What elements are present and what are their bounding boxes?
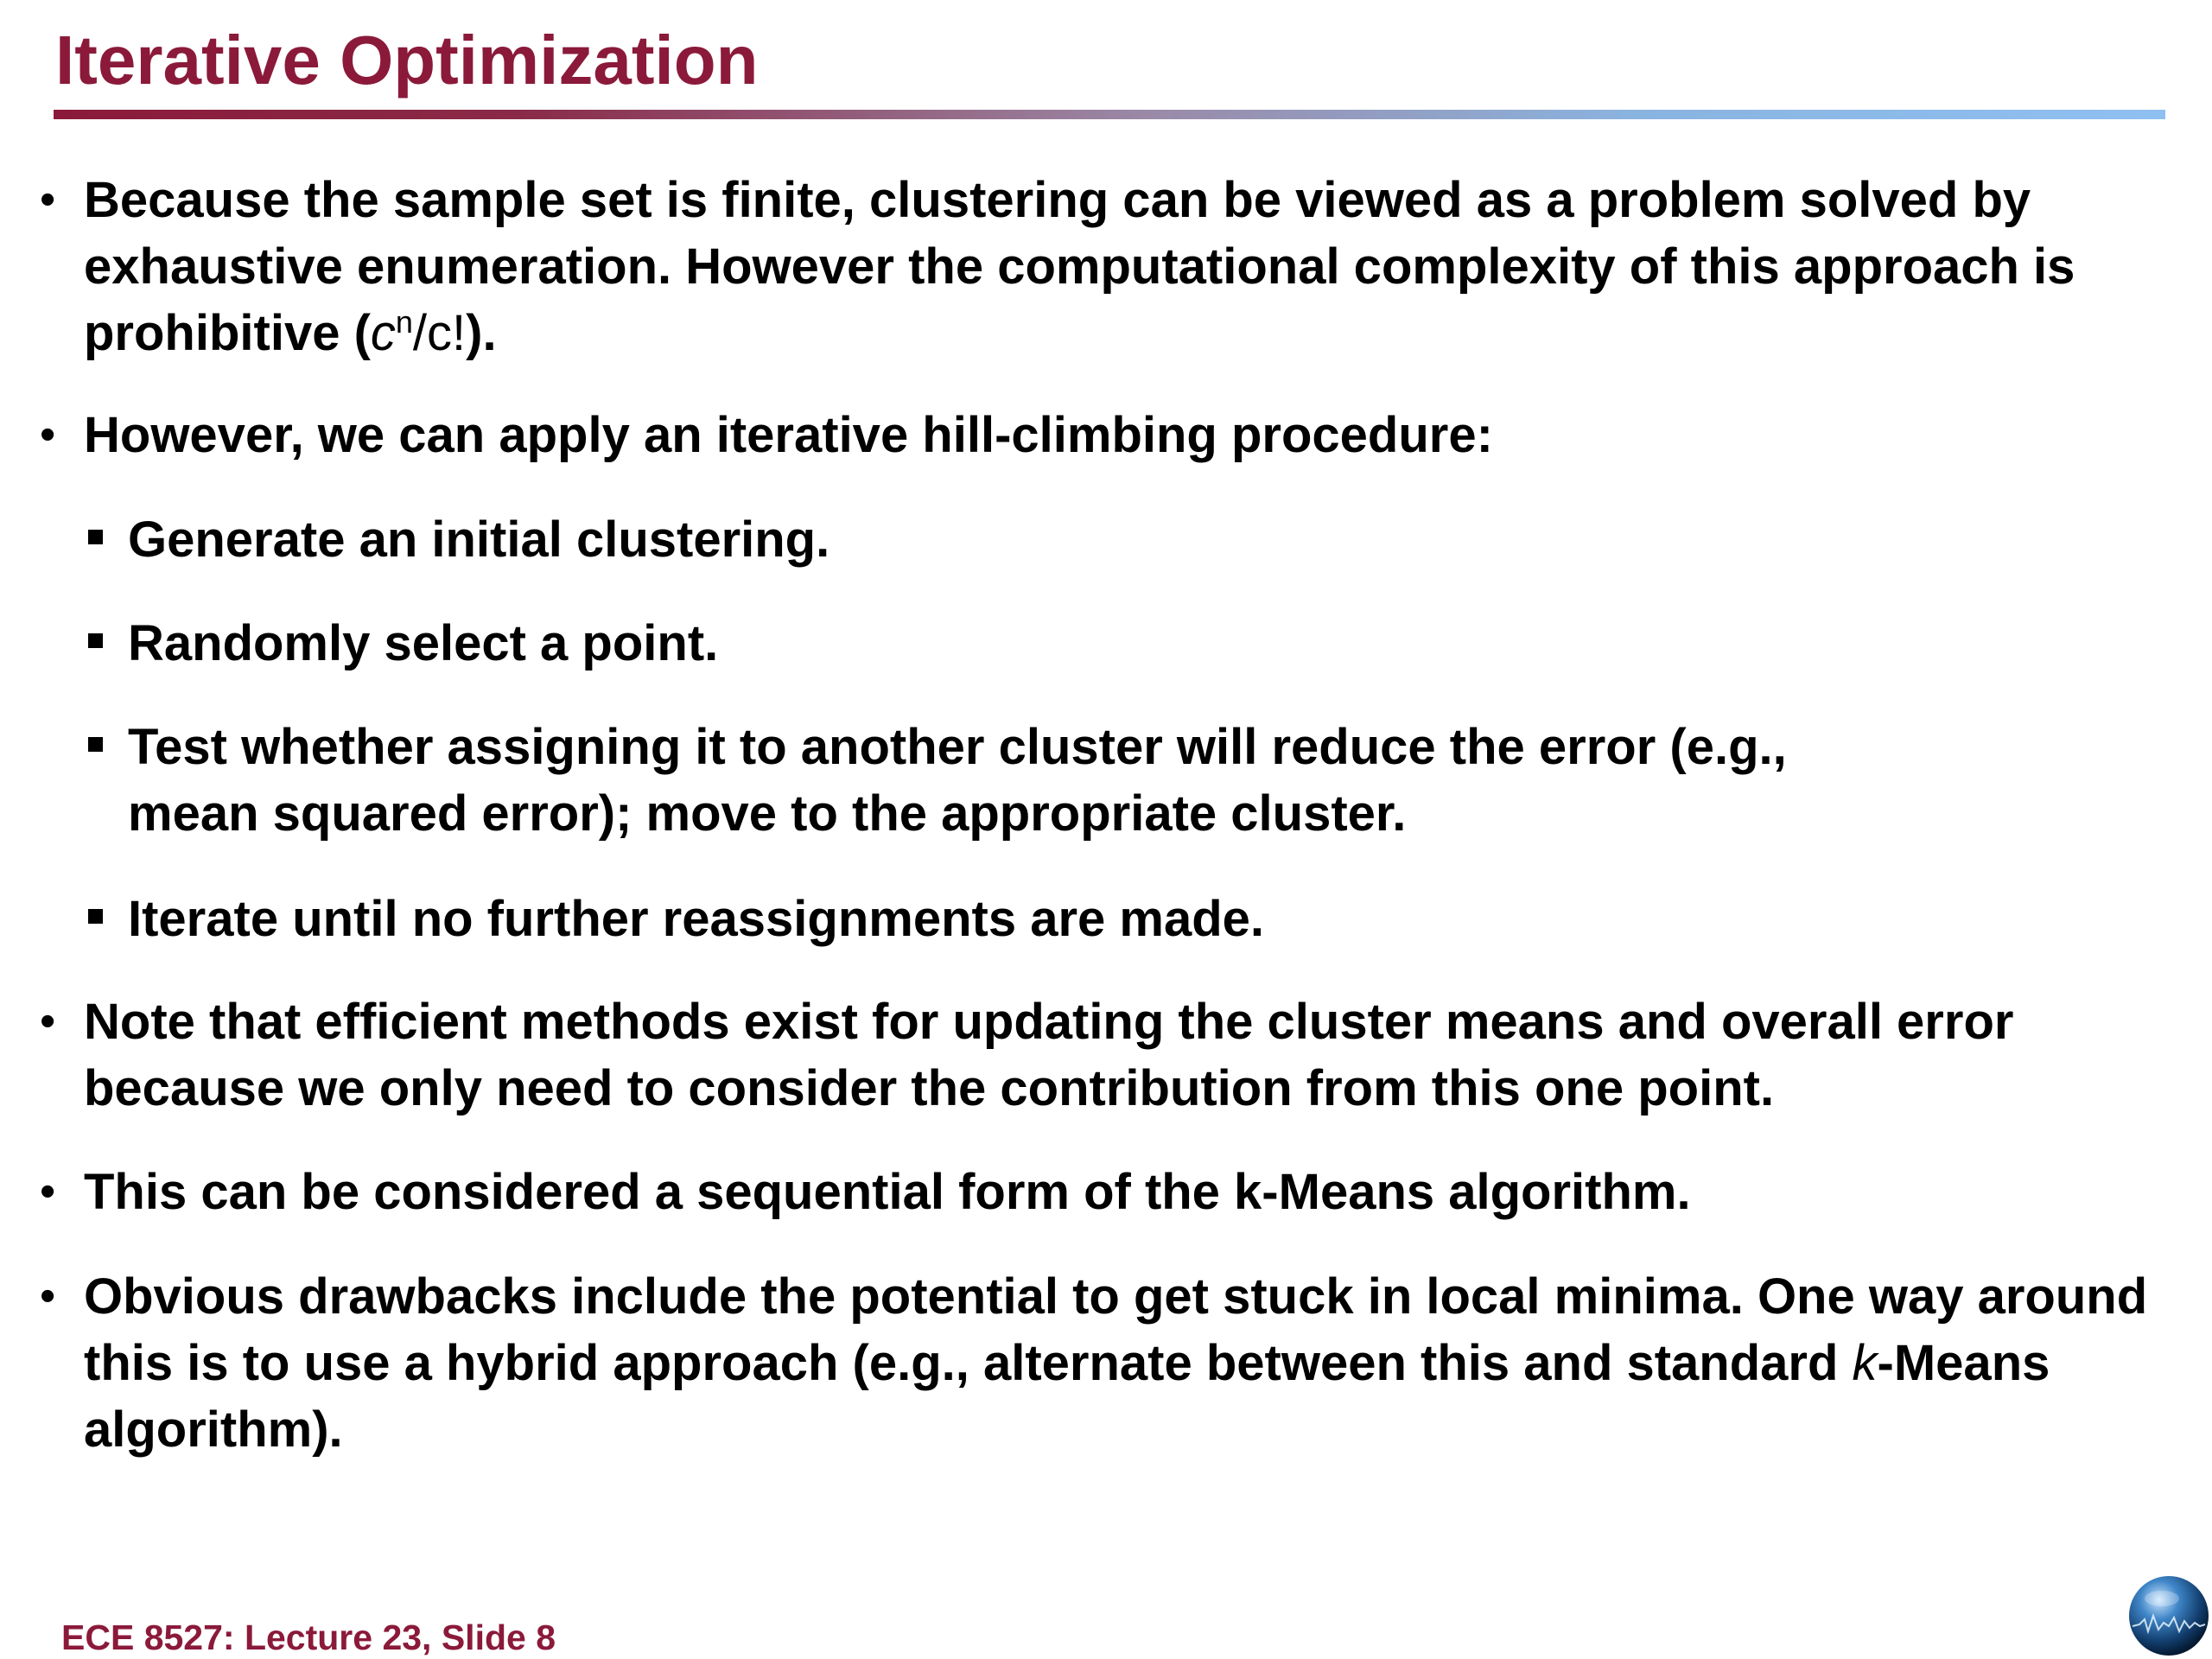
sub-bullet-4: Iterate until no further reassignments are made. (128, 891, 1265, 947)
sub-bullet-marker-3 (88, 737, 103, 752)
bullet-5-tail: -Means algorithm). (84, 1335, 2050, 1458)
bullet-4: This can be considered a sequential form of the k-Means algorithm. (84, 1164, 1691, 1220)
bullet-dot-3: • (40, 996, 56, 1046)
title-divider (54, 110, 2165, 119)
sub-bullet-1: Generate an initial clustering. (128, 512, 830, 568)
bullet-3: Note that efficient methods exist for updating the cluster means and overall error because we only need to consider the contribution from this one point. (84, 994, 2014, 1116)
sub-bullet-marker-2 (88, 633, 103, 648)
bullet-1 (84, 167, 2201, 366)
sub-bullet-marker-1 (88, 530, 103, 544)
math-over-c-factorial: /c! (412, 305, 467, 361)
bullet-dot-5: • (40, 1271, 56, 1321)
bullet-dot-4: • (40, 1166, 56, 1217)
sub-bullet-3: Test whether assigning it to another cluster will reduce the error (e.g., mean squared error); move to the appropriate cluster. (128, 719, 1787, 842)
bullet-2: However, we can apply an iterative hill-climbing procedure: (84, 407, 1493, 463)
bullet-1-text: Because the sample set is finite, clustering can be viewed as a problem solved by exhaustive enumeration. However the computational complexity of this approach is prohibitive ( (84, 172, 2075, 361)
slide-footer: ECE 8527: Lecture 23, Slide 8 (61, 1618, 556, 1657)
math-c: c (370, 305, 396, 361)
italic-k: k (1852, 1335, 1878, 1391)
bullet-dot-1: • (40, 175, 56, 225)
sub-bullet-marker-4 (88, 909, 103, 924)
math-superscript-n: n (395, 304, 413, 340)
bullet-1-tail: ). (466, 305, 497, 361)
sub-bullet-2: Randomly select a point. (128, 615, 719, 671)
slide-title: Iterative Optimization (55, 22, 759, 99)
globe-logo-icon (2127, 1574, 2210, 1657)
bullet-5 (84, 1263, 2201, 1463)
bullet-5-text: Obvious drawbacks include the potential to get stuck in local minima. One way around this is to use a hybrid approach (e.g., alternate between this and standard (84, 1268, 2148, 1391)
bullet-dot-2: • (40, 410, 56, 460)
